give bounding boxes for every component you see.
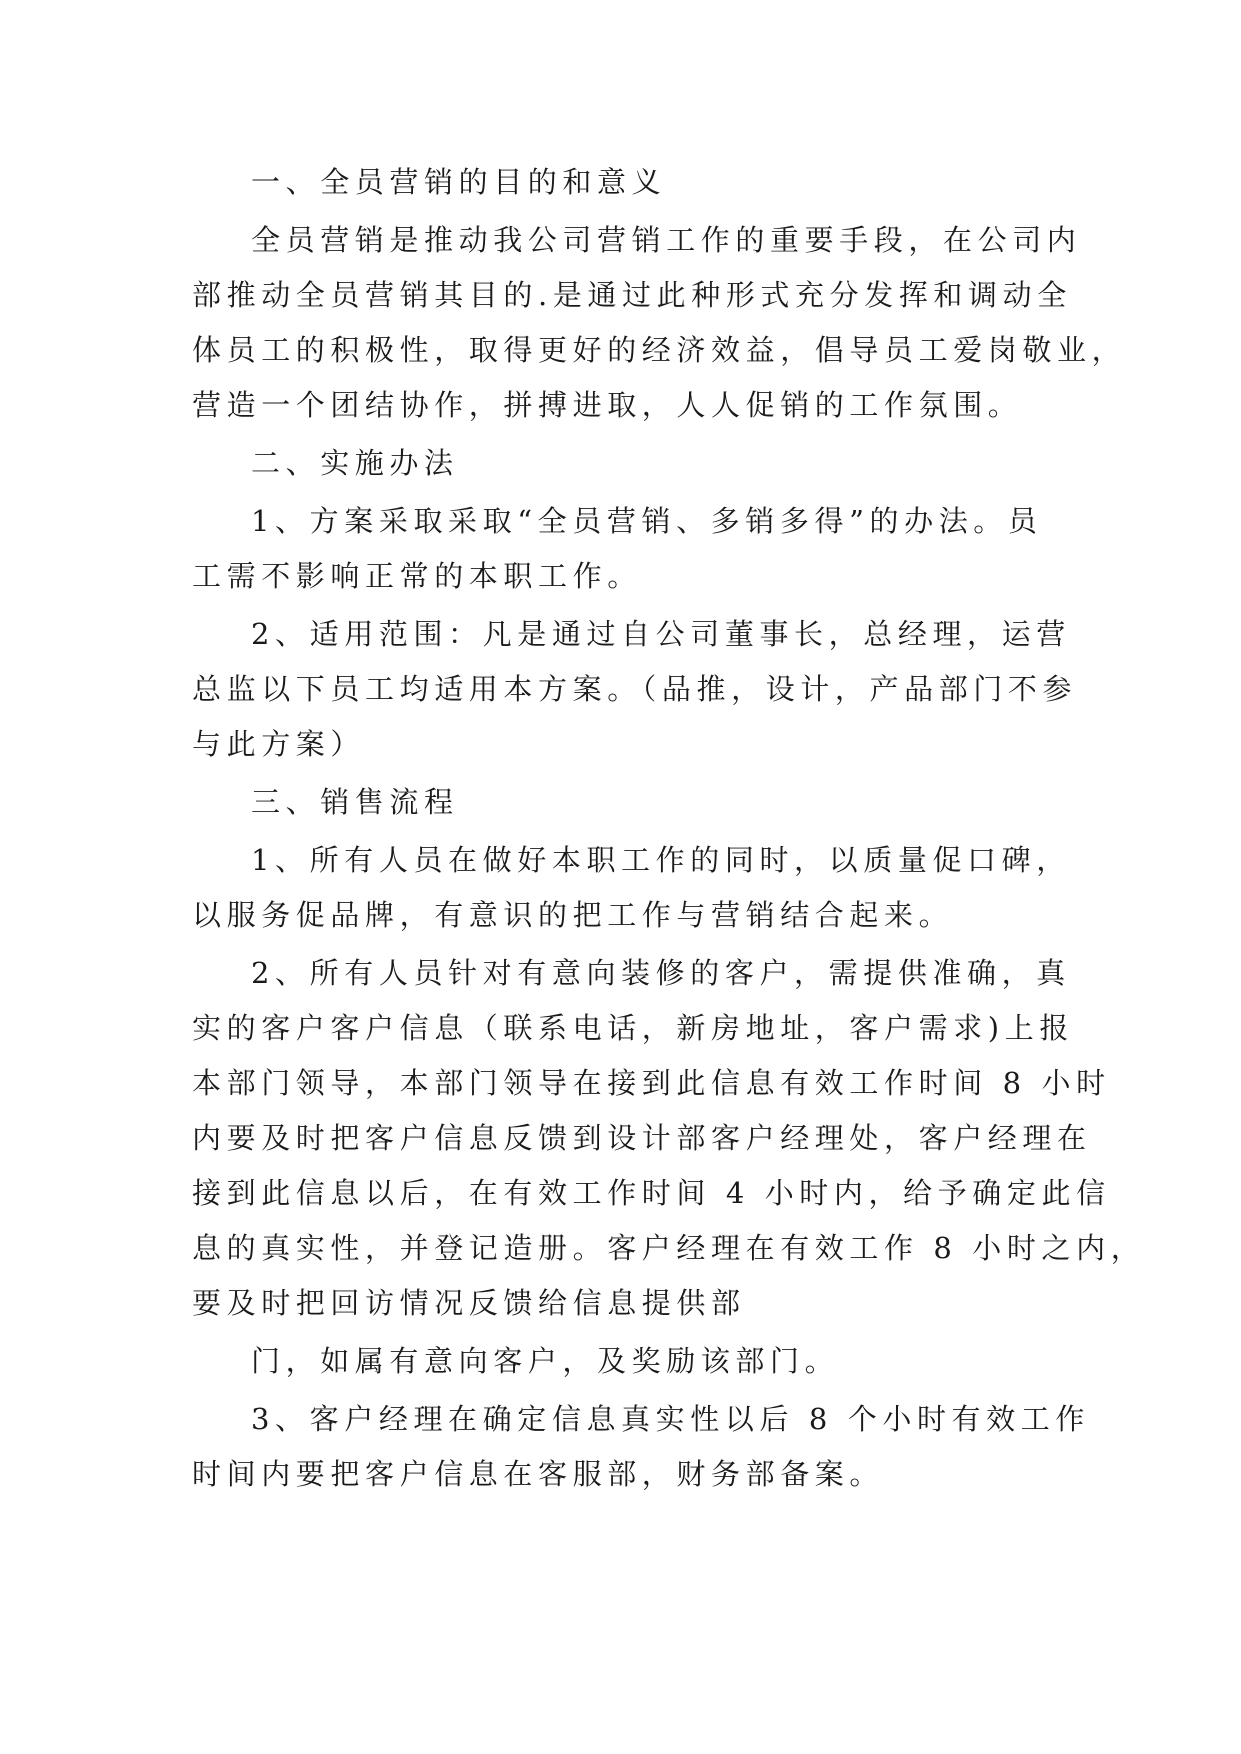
- section-heading-2: 二、实施办法: [251, 446, 459, 480]
- section-heading-1: 一、全员营销的目的和意义: [251, 165, 667, 199]
- paragraph-line: 2、适用范围：凡是通过自公司董事长，总经理，运营: [251, 617, 1071, 651]
- paragraph-line: 以服务促品牌，有意识的把工作与营销结合起来。: [192, 898, 954, 932]
- paragraph-line: 实的客户客户信息（联系电话，新房地址，客户需求)上报: [192, 1011, 1074, 1045]
- paragraph-line: 工需不影响正常的本职工作。: [192, 559, 642, 593]
- paragraph-line: 1、所有人员在做好本职工作的同时，以质量促口碑，: [251, 843, 1071, 877]
- paragraph-line: 门，如属有意向客户，及奖励该部门。: [251, 1344, 840, 1378]
- paragraph-line: 部推动全员营销其目的.是通过此种形式充分发挥和调动全: [192, 278, 1072, 312]
- paragraph-line: 与此方案）: [192, 727, 366, 761]
- section-heading-3: 三、销售流程: [251, 785, 459, 819]
- paragraph-line: 1、方案采取采取“全员营销、多销多得”的办法。员: [251, 504, 1043, 538]
- paragraph-line: 内要及时把客户信息反馈到设计部客户经理处，客户经理在: [192, 1121, 1092, 1155]
- paragraph-line: 总监以下员工均适用本方案。（品推，设计，产品部门不参: [192, 672, 1078, 706]
- paragraph-line: 时间内要把客户信息在客服部，财务部备案。: [192, 1457, 885, 1491]
- paragraph-line: 接到此信息以后，在有效工作时间 4 小时内，给予确定此信: [192, 1176, 1111, 1210]
- paragraph-line: 3、客户经理在确定信息真实性以后 8 个小时有效工作: [251, 1402, 1090, 1436]
- paragraph-line: 息的真实性，并登记造册。客户经理在有效工作 8 小时之内，: [192, 1231, 1146, 1265]
- paragraph-line: 体员工的积极性，取得更好的经济效益，倡导员工爱岗敬业，: [192, 333, 1127, 367]
- paragraph-line: 2、所有人员针对有意向装修的客户，需提供准确，真: [251, 956, 1071, 990]
- paragraph-line: 全员营销是推动我公司营销工作的重要手段，在公司内: [251, 223, 1082, 257]
- paragraph-line: 要及时把回访情况反馈给信息提供部: [192, 1286, 746, 1320]
- paragraph-line: 本部门领导，本部门领导在接到此信息有效工作时间 8 小时: [192, 1066, 1111, 1100]
- paragraph-line: 营造一个团结协作，拼搏进取，人人促销的工作氛围。: [192, 388, 1023, 422]
